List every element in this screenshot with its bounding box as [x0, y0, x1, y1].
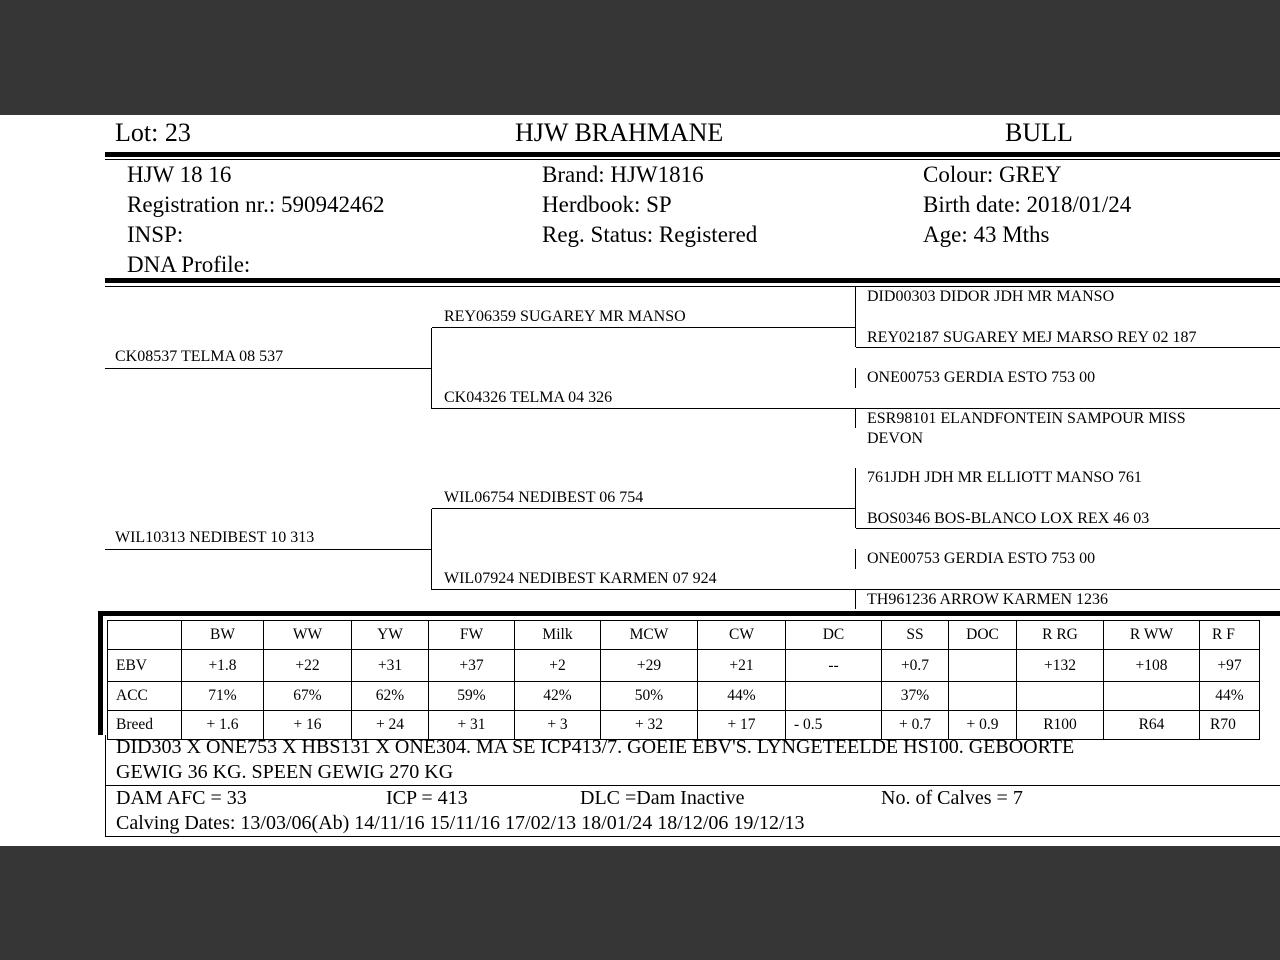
ebv-cell: -- [786, 650, 882, 682]
dam-dlc: DLC =Dam Inactive [580, 787, 745, 809]
comments-bottom-rule [105, 785, 1280, 786]
colour: Colour: GREY [923, 162, 1062, 187]
ebv-top-rule [98, 611, 1280, 616]
ebv-cell: +108 [1104, 650, 1200, 682]
lot-catalogue-page [0, 115, 1280, 846]
breed-cell: - 0.5 [786, 711, 882, 740]
header-cell: FW [429, 621, 515, 650]
breed-cell: + 24 [352, 711, 429, 740]
ebv-cell: +22 [264, 650, 352, 682]
breed-cell: + 0.7 [882, 711, 949, 740]
breed-cell: + 3 [515, 711, 601, 740]
comments-left-rule [105, 735, 106, 837]
age: Age: 43 Mths [923, 222, 1050, 247]
sire-sire: REY06359 SUGAREY MR MANSO [444, 308, 686, 325]
header-cell: DOC [949, 621, 1017, 650]
header-cell: CW [698, 621, 786, 650]
ebv-cell: +97 [1200, 650, 1260, 682]
dna-profile: DNA Profile: [127, 252, 251, 277]
ebv-cell: +132 [1017, 650, 1104, 682]
ebv-left-rule [98, 611, 103, 735]
comments-line-2: GEWIG 36 KG. SPEEN GEWIG 270 KG [116, 761, 454, 783]
acc-row [108, 682, 1260, 711]
dam-icp: ICP = 413 [386, 787, 468, 809]
sire-sire-dam: REY02187 SUGAREY MEJ MARSO REY 02 187 [867, 329, 1197, 346]
header-cell: YW [352, 621, 429, 650]
acc-cell: 44% [1200, 682, 1260, 711]
header-cell: R RG [1017, 621, 1104, 650]
dam-dam-dam: TH961236 ARROW KARMEN 1236 [867, 591, 1109, 608]
insp-label: INSP: [127, 222, 184, 247]
dam: WIL10313 NEDIBEST 10 313 [115, 529, 315, 546]
ebv-row [108, 650, 1260, 682]
reg-status: Reg. Status: Registered [542, 222, 758, 247]
acc-cell: 62% [352, 682, 429, 711]
acc-cell: 44% [698, 682, 786, 711]
acc-cell [1104, 682, 1200, 711]
header-cell: WW [264, 621, 352, 650]
dam-no-of-calves: No. of Calves = 7 [881, 787, 1023, 809]
birth-date: Birth date: 2018/01/24 [923, 192, 1132, 217]
sex-label: BULL [1005, 118, 1073, 147]
ebv-cell [949, 650, 1017, 682]
ebv-cell: +0.7 [882, 650, 949, 682]
brand: Brand: HJW1816 [542, 162, 704, 187]
ebv-cell: +37 [429, 650, 515, 682]
breed-cell: + 16 [264, 711, 352, 740]
breed-title: HJW BRAHMANE [515, 118, 724, 147]
ebv-cell: +2 [515, 650, 601, 682]
ebv-header-row [108, 621, 1260, 650]
acc-cell: 50% [601, 682, 698, 711]
sire-sire-sire: DID00303 DIDOR JDH MR MANSO [867, 288, 1115, 305]
ebv-table [107, 620, 1260, 740]
row-label: ACC [108, 682, 182, 711]
header-cell [108, 621, 182, 650]
ebv-cell: +29 [601, 650, 698, 682]
header-cell: Milk [515, 621, 601, 650]
acc-cell: 67% [264, 682, 352, 711]
lot-number: Lot: 23 [115, 118, 191, 147]
header-cell: MCW [601, 621, 698, 650]
breed-cell: + 31 [429, 711, 515, 740]
animal-id: HJW 18 16 [127, 162, 232, 187]
dam-afc: DAM AFC = 33 [116, 787, 247, 809]
breed-cell: + 32 [601, 711, 698, 740]
breed-cell: + 17 [698, 711, 786, 740]
acc-cell [786, 682, 882, 711]
acc-cell [1017, 682, 1104, 711]
dam-sire-dam: BOS0346 BOS-BLANCO LOX REX 46 03 [867, 510, 1150, 527]
sire: CK08537 TELMA 08 537 [115, 348, 284, 365]
sire-dam-dam: ESR98101 ELANDFONTEIN SAMPOUR MISS [867, 410, 1186, 427]
dam-dam-sire: ONE00753 GERDIA ESTO 753 00 [867, 550, 1096, 567]
comments-line-1: DID303 X ONE753 X HBS131 X ONE304. MA SE ICP413/7. GOEIE EBV'S. LYNGETEELDE HS100. GEBOORTE [116, 736, 1075, 758]
header-cell: BW [182, 621, 264, 650]
breed-cell: R64 [1104, 711, 1200, 740]
calving-dates: Calving Dates: 13/03/06(Ab) 14/11/16 15/11/16 17/02/13 18/01/24 18/12/06 19/12/13 [116, 812, 805, 834]
bottom-rule [105, 836, 1280, 837]
sire-dam: CK04326 TELMA 04 326 [444, 389, 613, 406]
sire-dam-dam-cont: DEVON [867, 430, 923, 447]
registration-number: Registration nr.: 590942462 [127, 192, 385, 217]
dam-dam: WIL07924 NEDIBEST KARMEN 07 924 [444, 570, 717, 587]
acc-cell [949, 682, 1017, 711]
breed-cell: R70 [1200, 711, 1260, 740]
dam-sire: WIL06754 NEDIBEST 06 754 [444, 489, 644, 506]
header-cell: R WW [1104, 621, 1200, 650]
breed-cell: R100 [1017, 711, 1104, 740]
header-cell: R F [1200, 621, 1260, 650]
dam-sire-sire: 761JDH JDH MR ELLIOTT MANSO 761 [867, 469, 1142, 486]
acc-cell: 71% [182, 682, 264, 711]
sire-dam-sire: ONE00753 GERDIA ESTO 753 00 [867, 369, 1096, 386]
breed-cell: + 1.6 [182, 711, 264, 740]
breed-cell: + 0.9 [949, 711, 1017, 740]
herdbook: Herdbook: SP [542, 192, 672, 217]
ebv-cell: +31 [352, 650, 429, 682]
header-cell: DC [786, 621, 882, 650]
row-label: EBV [108, 650, 182, 682]
acc-cell: 59% [429, 682, 515, 711]
acc-cell: 42% [515, 682, 601, 711]
ebv-cell: +21 [698, 650, 786, 682]
header-cell: SS [882, 621, 949, 650]
ebv-cell: +1.8 [182, 650, 264, 682]
row-label: Breed [108, 711, 182, 740]
acc-cell: 37% [882, 682, 949, 711]
